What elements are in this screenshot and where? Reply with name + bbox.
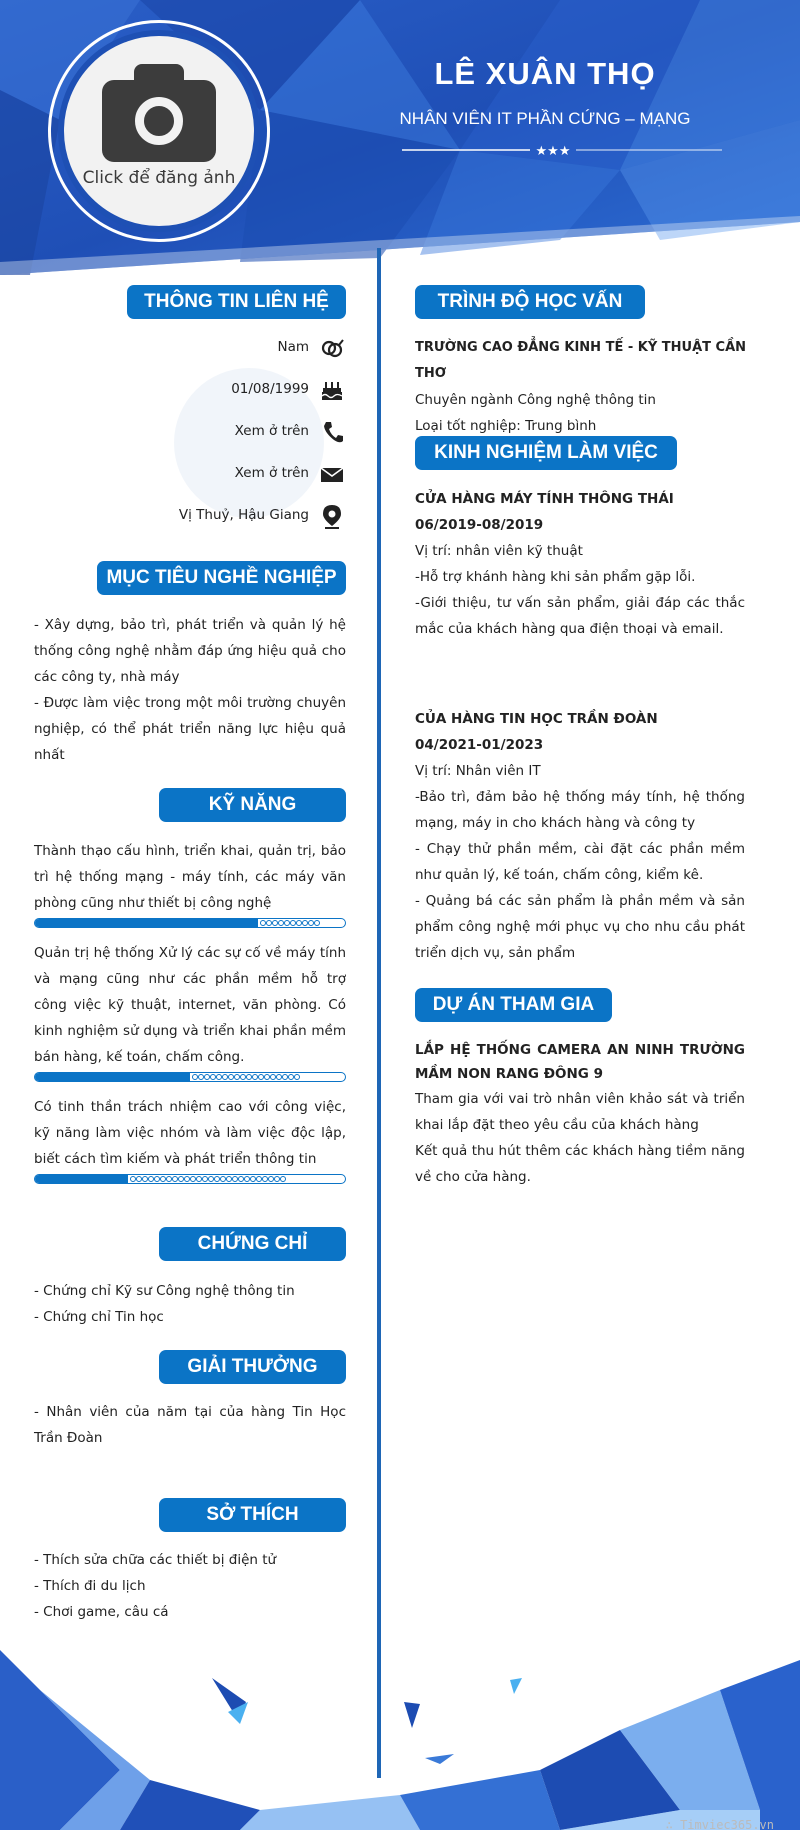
education-heading: TRÌNH ĐỘ HỌC VẤN (415, 285, 645, 319)
skill-item: Quản trị hệ thống Xử lý các sự cố về máy tính và mạng cũng như các phần mềm hỗ trợ công việc kỹ thuật, internet, văn phòng. Có kinh nghiệm sử dụng và triển khai phần mềm bán hàng, kế toán, chấm công. (34, 945, 346, 1065)
job-title: NHÂN VIÊN IT PHẦN CỨNG – MẠNG (399, 109, 691, 128)
email-text: Xem ở trên (234, 465, 309, 481)
job-role: Vị trí: nhân viên kỹ thuật (415, 543, 583, 559)
location-pin-icon (322, 504, 342, 530)
skill-level-fill (35, 1073, 190, 1081)
job-duty: - Chạy thử phần mềm, cài đặt các phần mềm như quản lý, kế toán, chấm công, kiểm kê. (415, 841, 745, 883)
job-duty: -Bảo trì, đảm bảo hệ thống máy tính, hệ thống mạng, máy in cho khách hàng và công ty (415, 789, 745, 831)
contact-gender (160, 336, 346, 378)
job-role: Vị trí: Nhân viên IT (415, 763, 541, 779)
gender-icon (320, 338, 344, 360)
hobbies-heading: SỞ THÍCH (159, 1498, 346, 1532)
skills-heading: KỸ NĂNG (159, 788, 346, 822)
skill-level-dots (192, 1074, 343, 1080)
education-block (415, 335, 755, 439)
skill-level-dots (260, 920, 343, 926)
experience-job (415, 486, 745, 642)
svg-text:★★★: ★★★ (535, 144, 571, 156)
certificate-item: - Chứng chỉ Kỹ sư Công nghệ thông tin (34, 1283, 295, 1299)
projects-heading: DỰ ÁN THAM GIA (415, 988, 612, 1022)
title-divider (402, 144, 722, 156)
job-company: CỦA HÀNG TIN HỌC TRẦN ĐOÀN (415, 711, 658, 727)
contact-email (160, 462, 346, 504)
candidate-name: LÊ XUÂN THỌ (434, 56, 656, 91)
contact-birthday (160, 378, 346, 420)
skill-level-bar (34, 918, 346, 928)
objective-line: - Được làm việc trong một môi trường chuyên nghiệp, có thể phát triển năng lực hiệu quả nhất (34, 695, 346, 763)
brand-watermark: ∴ Timviec365.vn (665, 1818, 774, 1832)
job-period: 06/2019-08/2019 (415, 517, 544, 533)
objective-text (34, 612, 346, 768)
column-divider (377, 248, 381, 1778)
contact-phone (160, 420, 346, 462)
skill-level-bar (34, 1072, 346, 1082)
education-grade: Loại tốt nghiệp: Trung bình (415, 418, 597, 434)
job-duty: -Giới thiệu, tư vấn sản phẩm, giải đáp các thắc mắc của khách hàng qua điện thoại và email. (415, 595, 745, 637)
skill-level-dots (130, 1176, 343, 1182)
education-school: TRƯỜNG CAO ĐẲNG KINH TẾ - KỸ THUẬT CẦN THƠ (415, 340, 747, 381)
hobby-item: - Thích đi du lịch (34, 1578, 146, 1594)
birthday-text: 01/08/1999 (231, 381, 309, 397)
contact-heading: THÔNG TIN LIÊN HỆ (127, 285, 346, 319)
objective-line: - Xây dựng, bảo trì, phát triển và quản lý hệ thống công nghệ nhằm đáp ứng hiệu quả cho các công ty, nhà máy (34, 617, 346, 685)
award-item: - Nhân viên của năm tại của hàng Tin Học Trần Đoàn (34, 1404, 346, 1446)
certificate-item: - Chứng chỉ Tin học (34, 1309, 164, 1325)
footer-background (0, 1620, 800, 1830)
objective-heading: MỤC TIÊU NGHỀ NGHIỆP (97, 561, 346, 595)
certificates-heading: CHỨNG CHỈ (159, 1227, 346, 1261)
mail-icon (320, 466, 344, 484)
education-major: Chuyên ngành Công nghệ thông tin (415, 392, 656, 408)
certificates-list (34, 1278, 346, 1330)
hobby-item: - Thích sửa chữa các thiết bị điện tử (34, 1552, 277, 1568)
skill-item: Thành thạo cấu hình, triển khai, quản trị, bảo trì hệ thống mạng - máy tính, các máy văn phòng cũng như thiết bị công nghệ (34, 843, 346, 911)
job-duty: -Hỗ trợ khánh hàng khi sản phẩm gặp lỗi. (415, 569, 696, 585)
job-company: CỬA HÀNG MÁY TÍNH THÔNG THÁI (415, 491, 674, 507)
skill-dot (280, 1176, 286, 1182)
camera-icon-lens[interactable] (135, 97, 183, 145)
birthday-cake-icon (320, 378, 344, 402)
skill-dot (294, 1074, 300, 1080)
hobby-item: - Chơi game, câu cá (34, 1604, 169, 1620)
experience-heading: KINH NGHIỆM LÀM VIỆC (415, 436, 677, 470)
skill-level-fill (35, 1175, 128, 1183)
awards-heading: GIẢI THƯỞNG (159, 1350, 346, 1384)
experience-job (415, 706, 745, 966)
hobbies-list (34, 1547, 346, 1625)
project-line: Kết quả thu hút thêm các khách hàng tiềm năng về cho cửa hàng. (415, 1143, 745, 1185)
job-duty: - Quảng bá các sản phẩm là phần mềm và sản phẩm công nghệ mới phục vụ cho nhu cầu phát triển dịch vụ, sản phẩm (415, 893, 745, 961)
contact-address (160, 504, 346, 546)
project-block (415, 1038, 745, 1190)
skill-level-fill (35, 919, 258, 927)
skill-level-bar (34, 1174, 346, 1184)
project-title: LẮP HỆ THỐNG CAMERA AN NINH TRƯỜNG MẦM NON RANG ĐÔNG 9 (415, 1042, 745, 1082)
skill-item: Có tinh thần trách nhiệm cao với công việc, kỹ năng làm việc nhóm và làm việc độc lập, biết cách tìm kiếm và phát triển thông tin (34, 1099, 346, 1167)
phone-text: Xem ở trên (234, 423, 309, 439)
contact-list (160, 336, 346, 546)
photo-upload-caption[interactable]: Click để đăng ảnh (82, 168, 236, 188)
gender-text: Nam (277, 339, 309, 355)
address-text: Vị Thuỷ, Hậu Giang (178, 507, 309, 523)
project-line: Tham gia với vai trò nhân viên khảo sát và triển khai lắp đặt theo yêu cầu của khách hàng (415, 1091, 745, 1133)
phone-icon (322, 420, 344, 444)
skill-dot (314, 920, 320, 926)
job-period: 04/2021-01/2023 (415, 737, 544, 753)
